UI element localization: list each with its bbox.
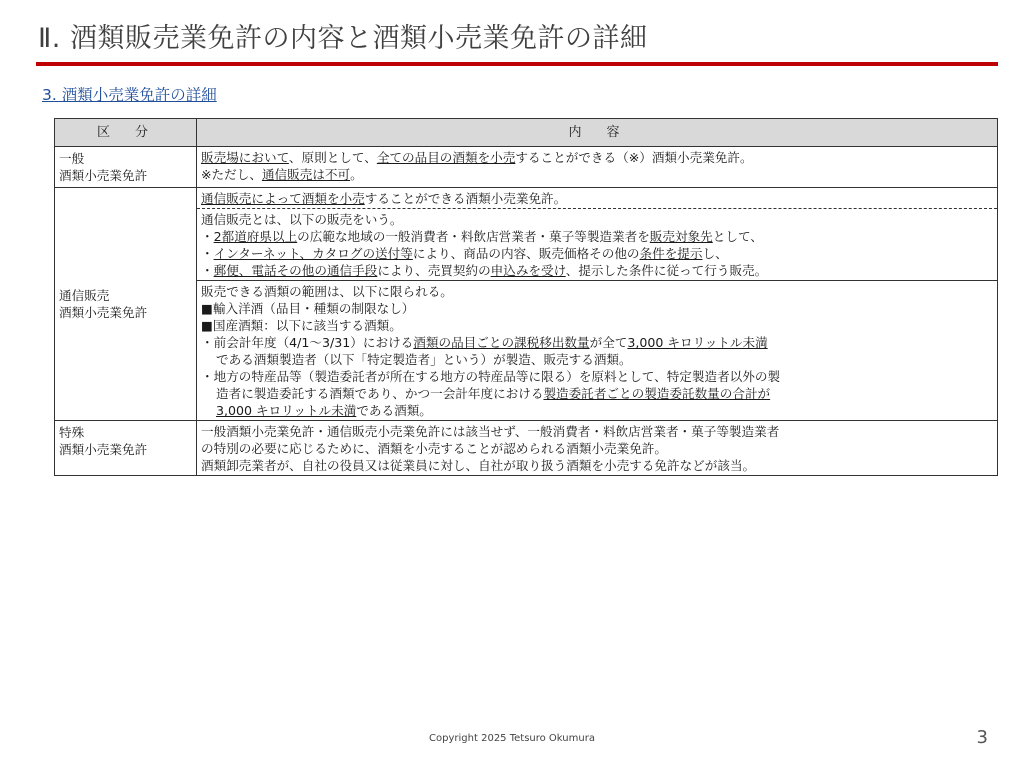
- title-rule: [36, 62, 998, 66]
- category-line: 特殊: [59, 425, 85, 440]
- content-line: [201, 334, 993, 351]
- underlined-text: 3,000 キロリットル未満: [216, 403, 357, 418]
- content-block: [197, 147, 997, 184]
- content-block-alcohol-scope: [197, 281, 997, 420]
- underlined-text: 申込みを受け: [490, 263, 566, 278]
- content-line: 一般酒類小売業免許・通信販売小売業免許には該当せず、一般消費者・料飲店営業者・菓子等製造業者: [201, 424, 780, 439]
- content-line: [201, 245, 993, 262]
- category-line: 酒類小売業免許: [59, 305, 148, 320]
- underlined-text: 全ての品目の酒類を小売: [376, 150, 516, 165]
- content-line: の特別の必要に応じるために、酒類を小売することが認められる酒類小売業免許。: [201, 441, 667, 456]
- category-mail-order: [55, 188, 197, 421]
- content-block-definition: [197, 188, 997, 209]
- content-line: [201, 385, 993, 402]
- bullet: ・: [201, 229, 214, 244]
- text: により、売買契約の: [377, 263, 491, 278]
- category-line: 酒類小売業免許: [59, 168, 148, 183]
- content-line: ・地方の特産品等（製造委託者が所在する地方の特産品等に限る）を原料として、特定製造者以外の製: [201, 369, 781, 384]
- underlined-text: 通信販売によって酒類を小売: [201, 191, 365, 206]
- content-line: [201, 402, 993, 419]
- text: として、: [712, 229, 763, 244]
- underlined-text: インターネット、カタログの送付等: [213, 246, 413, 261]
- text: することができる（※）酒類小売業免許。: [515, 150, 753, 165]
- content-line: 酒類卸売業者が、自社の役員又は従業員に対し、自社が取り扱う酒類を小売する免許などが該当。: [201, 458, 756, 473]
- text: が全て: [589, 335, 628, 350]
- text: 造者に製造委託する酒類であり、かつ一会計年度における: [216, 386, 544, 401]
- bullet: ・: [201, 246, 214, 261]
- content-line: である酒類製造者（以下「特定製造者」という）が製造、販売する酒類。: [216, 352, 632, 367]
- text: ※ただし、: [201, 167, 262, 182]
- text: ・前会計年度（4/1～3/31）における: [201, 335, 414, 350]
- content-special: [197, 421, 998, 476]
- bullet: ・: [201, 263, 214, 278]
- content-line: [201, 149, 993, 166]
- content-line: 通信販売とは、以下の販売をいう。: [201, 212, 403, 227]
- category-line: 一般: [59, 151, 85, 166]
- content-line: [201, 262, 993, 279]
- text: し、: [702, 246, 728, 261]
- text: 、提示した条件に従って行う販売。: [565, 263, 768, 278]
- license-table: [54, 118, 998, 476]
- text: の広範な地域の一般消費者・料飲店営業者・菓子等製造業者を: [297, 229, 650, 244]
- underlined-text: 販売場において: [201, 150, 289, 165]
- table-row-special: [55, 421, 998, 476]
- header-category: 区 分: [55, 119, 197, 147]
- table-header-row: [55, 119, 998, 147]
- content-line: ■輸入洋酒（品目・種類の制限なし）: [201, 301, 415, 316]
- content-line: [201, 190, 993, 207]
- content-mail-order: [197, 188, 998, 421]
- underlined-text: 酒類の品目ごとの課税移出数量: [413, 335, 590, 350]
- content-line: [201, 228, 993, 245]
- underlined-text: 3,000 キロリットル未満: [627, 335, 768, 350]
- category-general: [55, 147, 197, 188]
- content-block: [197, 421, 997, 475]
- header-content: 内 容: [197, 119, 998, 147]
- text: 。: [350, 167, 363, 182]
- section-heading[interactable]: 3. 酒類小売業免許の詳細: [42, 86, 217, 104]
- table-row-mail-order: [55, 188, 998, 421]
- page-title: Ⅱ. 酒類販売業免許の内容と酒類小売業免許の詳細: [38, 23, 648, 54]
- content-block-mail-order-meaning: [197, 209, 997, 281]
- underlined-text: 条件を提示: [639, 246, 703, 261]
- text: である酒類。: [356, 403, 432, 418]
- text: 、原則として、: [288, 150, 377, 165]
- text: により、商品の内容、販売価格その他の: [412, 246, 640, 261]
- underlined-text: 通信販売は不可: [261, 167, 351, 182]
- table-row-general: [55, 147, 998, 188]
- underlined-text: 郵便、電話その他の通信手段: [213, 263, 378, 278]
- underlined-text: 2都道府県以上: [213, 229, 298, 244]
- content-line: 販売できる酒類の範囲は、以下に限られる。: [201, 284, 453, 299]
- text: することができる酒類小売業免許。: [364, 191, 567, 206]
- underlined-text: 販売対象先: [649, 229, 713, 244]
- content-line: ■国産酒類：以下に該当する酒類。: [201, 318, 402, 333]
- category-line: 酒類小売業免許: [59, 442, 148, 457]
- page-number: 3: [976, 727, 988, 748]
- content-general: [197, 147, 998, 188]
- content-line: [201, 166, 993, 183]
- underlined-text: 製造委託者ごとの製造委託数量の合計が: [543, 386, 771, 401]
- category-line: 通信販売: [59, 288, 110, 303]
- category-special: [55, 421, 197, 476]
- footer-copyright: Copyright 2025 Tetsuro Okumura: [429, 733, 595, 744]
